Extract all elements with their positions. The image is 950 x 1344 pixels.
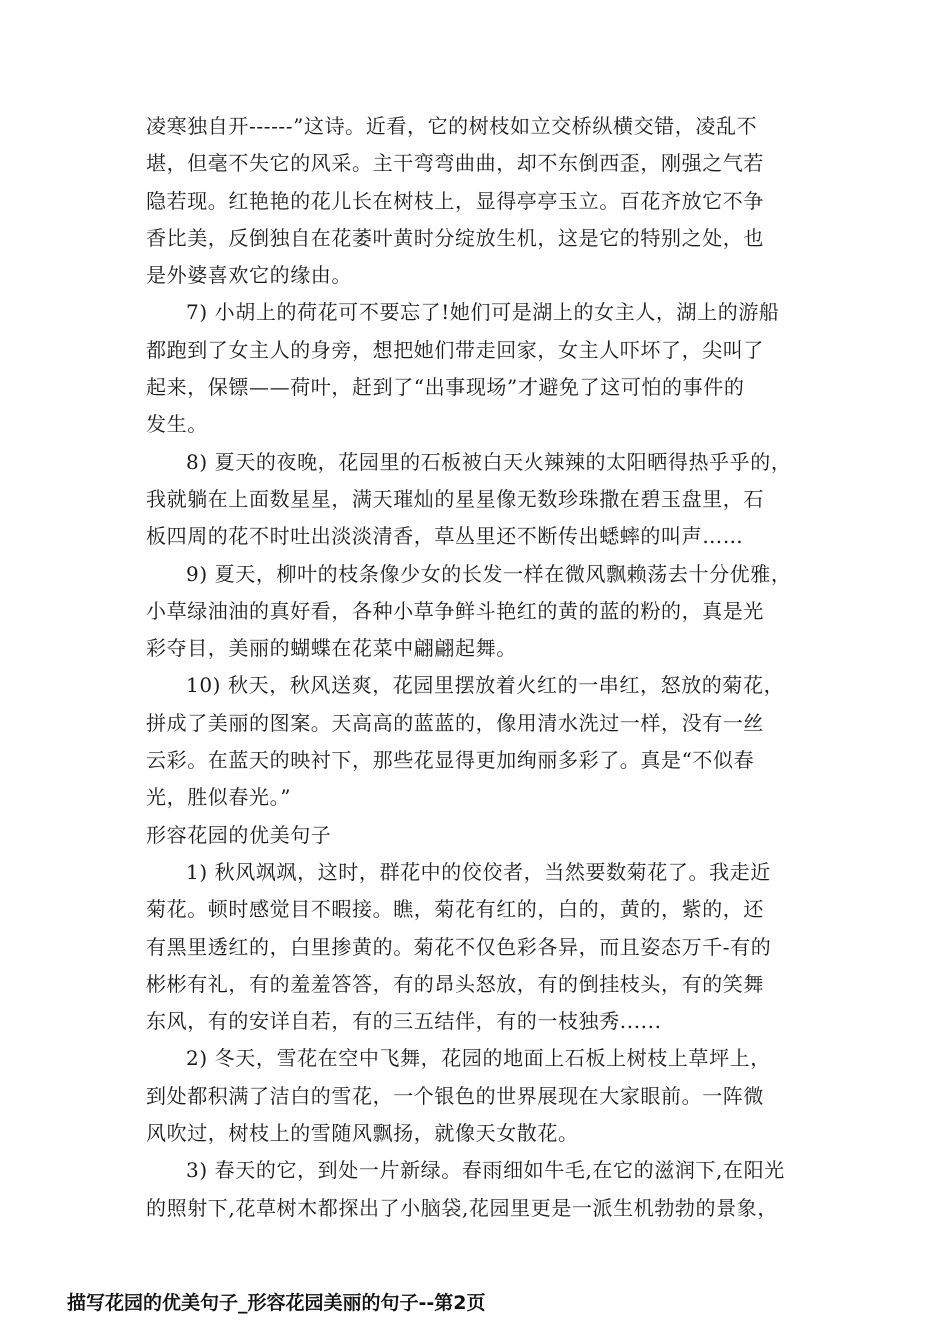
section-heading: 形容花园的优美句子	[146, 822, 332, 847]
text-line: 彬彬有礼，有的羞羞答答，有的昂头怒放，有的倒挂枝头，有的笑舞	[146, 971, 764, 996]
document-body	[146, 108, 814, 1227]
text-line: 9) 夏天，柳叶的枝条像少女的长发一样在微风飘赖荡去十分优雅，	[186, 561, 792, 586]
text-line: 的照射下,花草树木都探出了小脑袋,花园里更是一派生机勃勃的景象，	[146, 1195, 778, 1220]
text-line: 凌寒独自开------”这诗。近看，它的树枝如立交桥纵横交错，凌乱不	[146, 114, 758, 138]
text-line: 3) 春天的它，到处一片新绿。春雨细如牛毛,在它的滋润下,在阳光	[186, 1158, 785, 1183]
text-line: 我就躺在上面数星星，满天璀灿的星星像无数珍珠撒在碧玉盘里，石	[146, 486, 764, 511]
text-line: 2) 冬天，雪花在空中飞舞，花园的地面上石板上树枝上草坪上，	[186, 1046, 771, 1071]
text-line: 小草绿油油的真好看，各种小草争鲜斗艳红的黄的蓝的粉的，真是光	[146, 598, 764, 623]
text-line: 隐若现。红艳艳的花儿长在树枝上，显得亭亭玉立。百花齐放它不争	[146, 188, 764, 213]
text-line: 起来，保镖——荷叶，赶到了“出事现场”才避免了这可怕的事件的	[146, 375, 745, 400]
text-line: 到处都积满了洁白的雪花，一个银色的世界展现在大家眼前。一阵微	[146, 1083, 764, 1108]
text-line: 发生。	[146, 412, 208, 437]
text-line: 10) 秋天，秋风送爽，花园里摆放着火红的一串红，怒放的菊花，	[186, 673, 785, 698]
text-line: 1) 秋风飒飒，这时，群花中的佼佼者，当然要数菊花了。我走近	[186, 859, 771, 884]
text-line: 彩夺目，美丽的蝴蝶在花菜中翩翩起舞。	[146, 636, 517, 661]
text-line: 有黑里透红的，白里掺黄的。菊花不仅色彩各异，而且姿态万千-有的	[146, 934, 772, 959]
text-line: 8) 夏天的夜晚，花园里的石板被白天火辣辣的太阳晒得热乎乎的，	[186, 449, 792, 474]
text-line: 都跑到了女主人的身旁，想把她们带走回家，女主人吓坏了，尖叫了	[146, 337, 764, 362]
text-line: 东风，有的安详自若，有的三五结伴，有的一枝独秀......	[146, 1009, 662, 1034]
text-line: 7) 小胡上的荷花可不要忘了!她们可是湖上的女主人，湖上的游船	[186, 300, 780, 325]
text-line: 拼成了美丽的图案。天高高的蓝蓝的，像用清水洗过一样，没有一丝	[146, 710, 764, 735]
text-line: 板四周的花不时吐出淡淡清香，草丛里还不断传出蟋蟀的叫声……	[146, 524, 744, 549]
text-line: 风吹过，树枝上的雪随风飘扬，就像天女散花。	[146, 1121, 579, 1146]
text-line: 是外婆喜欢它的缘由。	[146, 263, 352, 288]
text-line: 菊花。顿时感觉目不暇接。瞧，菊花有红的，白的，黄的，紫的，还	[146, 897, 764, 922]
text-line: 香比美，反倒独自在花萎叶黄时分绽放生机，这是它的特别之处，也	[146, 225, 764, 250]
page-footer: 描写花园的优美句子_形容花园美丽的句子--第2页	[67, 1292, 486, 1314]
text-line: 云彩。在蓝天的映衬下，那些花显得更加绚丽多彩了。真是“不似春	[146, 748, 755, 773]
text-line: 光，胜似春光。”	[146, 785, 292, 810]
text-line: 堪，但毫不失它的风采。主干弯弯曲曲，却不东倒西歪，刚强之气若	[146, 151, 764, 176]
